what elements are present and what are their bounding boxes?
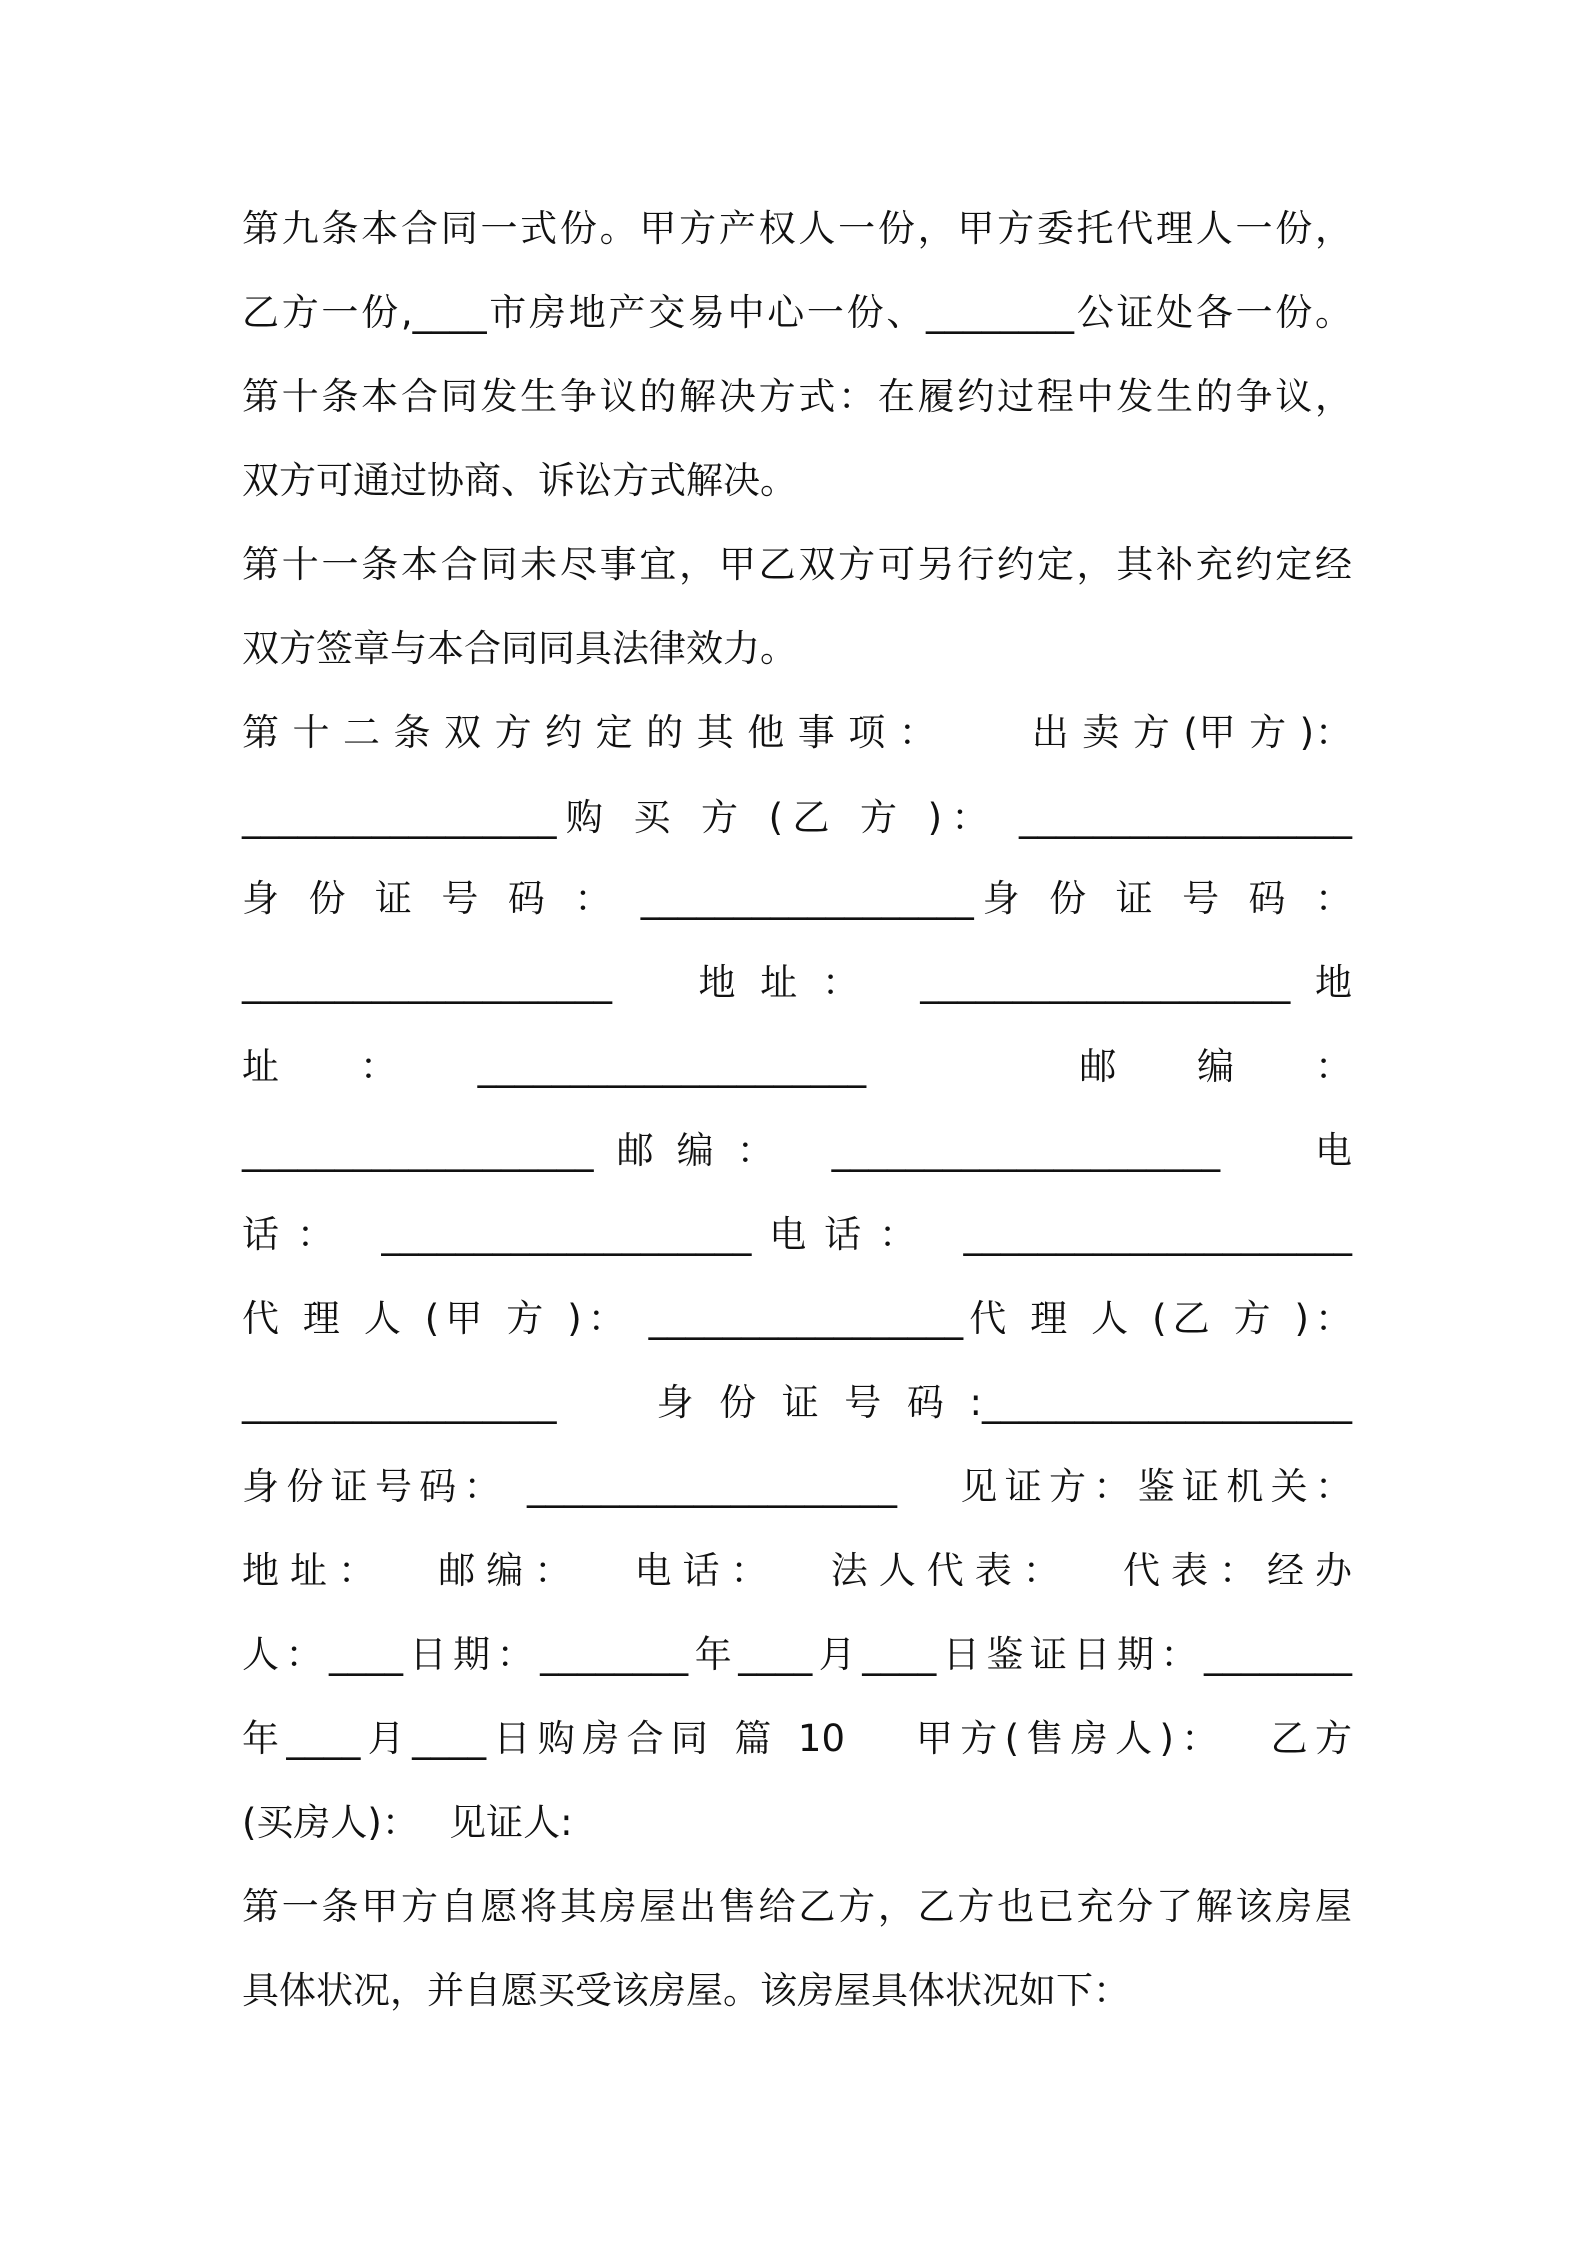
text-line: (买房人)： 见证人: bbox=[242, 1801, 573, 1844]
text-line: 第一条甲方自愿将其房屋出售给乙方，乙方也已充分了解该房屋 bbox=[242, 1885, 1352, 1928]
text-line: 双方可通过协商、诉讼方式解决。 bbox=[242, 459, 797, 502]
text-line: 身份证号码： ____________________ 见证方：鉴证机关： bbox=[242, 1465, 1352, 1508]
text-line: 乙方一份,____市房地产交易中心一份、________公证处各一份。 bbox=[242, 291, 1352, 334]
text-line: 址 ： _____________________ 邮 编 ： bbox=[242, 1045, 1352, 1088]
text-line: 具体状况，并自愿买受该房屋。该房屋具体状况如下： bbox=[242, 1969, 1130, 2012]
text-line: 话： ____________________电话： _____________________ bbox=[242, 1213, 1352, 1256]
text-line: 第 十 二 条 双 方 约 定 的 其 他 事 项 ： 出 卖 方 (甲 方 )： bbox=[242, 711, 1352, 754]
text-line: 身 份 证 号 码 ： __________________身 份 证 号 码 ： bbox=[242, 877, 1352, 920]
text-line: 第十条本合同发生争议的解决方式：在履约过程中发生的争议， bbox=[242, 375, 1352, 418]
text-line: 地址： 邮编： 电话： 法人代表： 代表：经办 bbox=[242, 1549, 1352, 1592]
text-line: _________________ 身份证号码:____________________ bbox=[242, 1381, 1352, 1424]
text-line: 人：____日期：________年____月____日鉴证日期：________ bbox=[242, 1633, 1352, 1676]
text-line: 第十一条本合同未尽事宜，甲乙双方可另行约定，其补充约定经 bbox=[242, 543, 1352, 586]
text-line: 年____月____日购房合同 篇 10 甲方(售房人)： 乙方 bbox=[242, 1717, 1352, 1760]
text-line: 第九条本合同一式份。甲方产权人一份，甲方委托代理人一份， bbox=[242, 207, 1352, 250]
text-line: 代 理 人 (甲 方 )： _________________代 理 人 (乙 方 )： bbox=[242, 1297, 1352, 1340]
text-line: 双方签章与本合同同具法律效力。 bbox=[242, 627, 797, 670]
text-line: _________________购 买 方 (乙 方 )： __________________ bbox=[242, 796, 1352, 839]
text-line: ___________________邮编： _____________________ 电 bbox=[242, 1129, 1352, 1172]
text-line: ____________________ 地址： ____________________地 bbox=[242, 961, 1352, 1004]
